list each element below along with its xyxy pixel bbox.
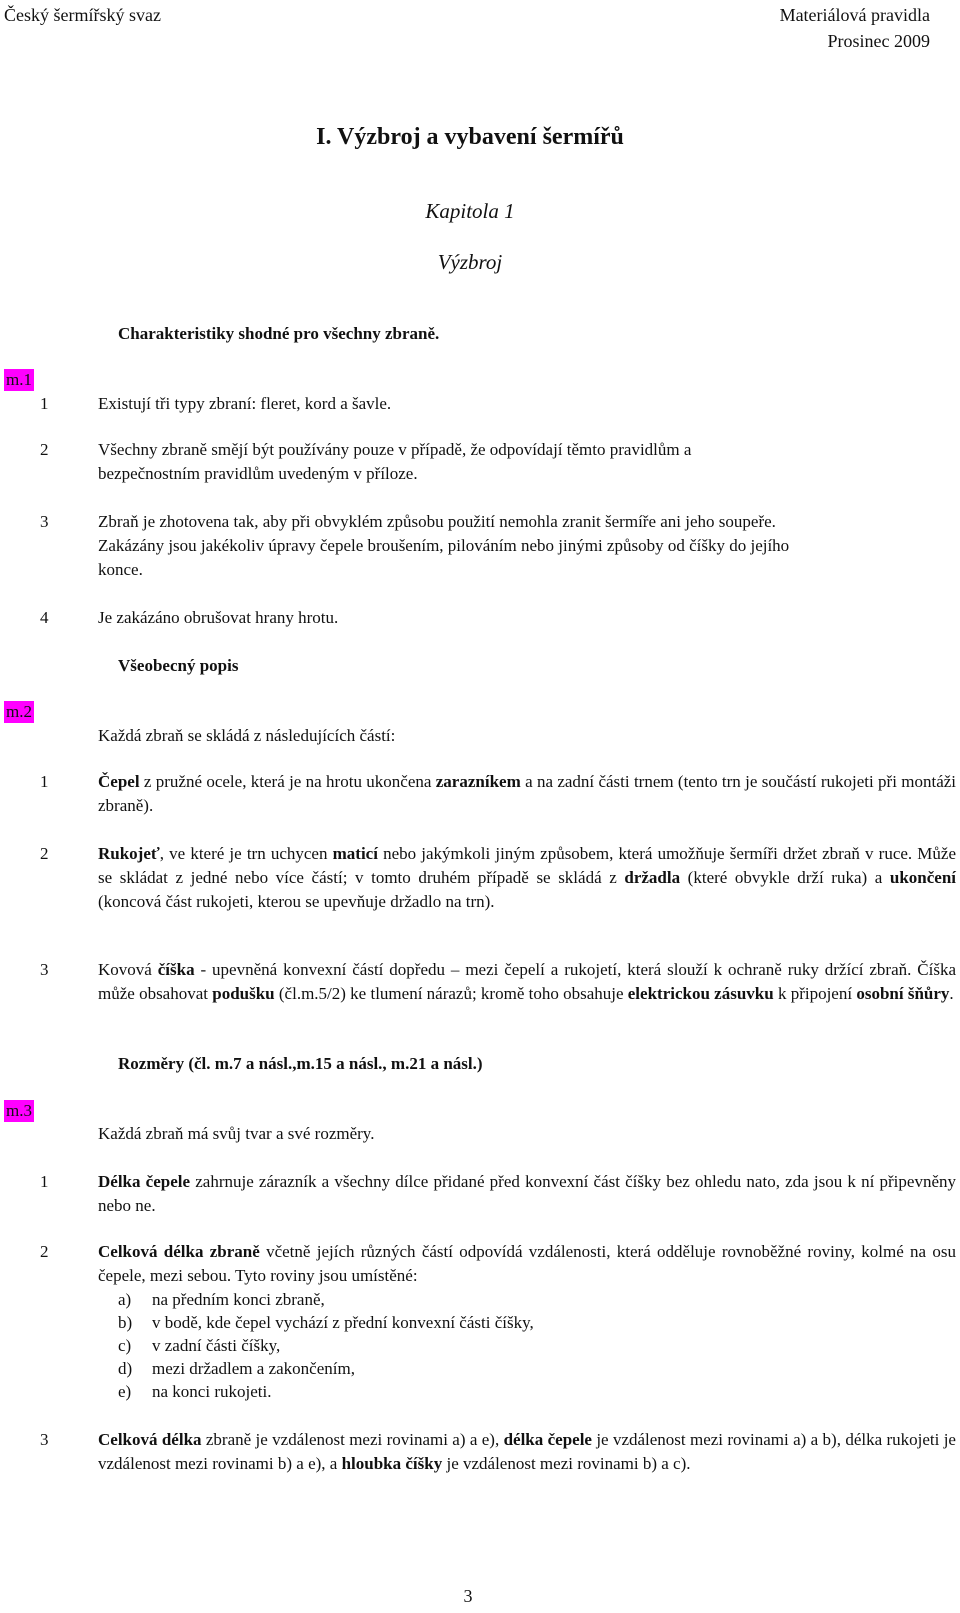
list-text: v zadní části číšky, bbox=[152, 1336, 281, 1355]
text-run: z pružné ocele, která je na hrotu ukončena bbox=[139, 772, 436, 791]
rule-paragraph bbox=[98, 1170, 956, 1218]
plane-list-item bbox=[118, 1288, 325, 1312]
chapter-number: Kapitola 1 bbox=[425, 199, 515, 223]
text-run: nebo jakýmkoli jiným způsobem, která umožňuje šermíři držet zbraň v ruce. Může se skládat z jedné nebo více částí; v tomto druhém případě se skládá z bbox=[98, 844, 957, 887]
list-letter: b) bbox=[118, 1313, 133, 1332]
item-number: 1 bbox=[40, 394, 49, 413]
term: osobní šňůry bbox=[856, 984, 950, 1003]
chapter-name: Výzbroj bbox=[437, 250, 503, 274]
header-org: Český šermířský svaz bbox=[4, 5, 161, 25]
item-number: 1 bbox=[40, 772, 49, 791]
item-number: 1 bbox=[40, 1172, 49, 1191]
term: Celková délka zbraně bbox=[98, 1242, 260, 1261]
term: podušku bbox=[212, 984, 275, 1003]
list-text: na předním konci zbraně, bbox=[152, 1290, 325, 1309]
rule-text-line: Zakázány jsou jakékoliv úpravy čepele broušením, pilováním nebo jinými způsoby od číšky do jejího bbox=[98, 536, 790, 555]
rule-text-line: Zbraň je zhotovena tak, aby při obvyklém způsobu použití nemohla zranit šermíře ani jeho soupeře. bbox=[98, 512, 776, 531]
text-run: k připojení bbox=[773, 984, 857, 1003]
list-letter: a) bbox=[118, 1290, 132, 1309]
text-run: , ve které je trn uchycen bbox=[159, 844, 333, 863]
item-number: 4 bbox=[40, 608, 49, 627]
text-run: je vzdálenost mezi rovinami a) a b), délka rukojeti je vzdálenost mezi rovinami b) a e), a bbox=[98, 1430, 956, 1473]
heading-dimensions: Rozměry (čl. m.7 a násl.,m.15 a násl., m.21 a násl.) bbox=[118, 1054, 483, 1073]
rule-paragraph bbox=[98, 770, 956, 818]
rule-text-line: bezpečnostním pravidlům uvedeným v příloze. bbox=[98, 464, 418, 483]
text-run: . bbox=[949, 984, 954, 1003]
item-number: 2 bbox=[40, 1242, 49, 1261]
item-number: 2 bbox=[40, 440, 49, 459]
item-number: 2 bbox=[40, 844, 49, 863]
plane-list-item bbox=[118, 1357, 355, 1381]
text-run: zahrnuje zárazník a všechny dílce přidané před konvexní část číšky bez ohledu nato, zda jsou k ní připevněny nebo ne. bbox=[98, 1172, 956, 1215]
term: délka čepele bbox=[503, 1430, 592, 1449]
list-text: mezi držadlem a zakončením, bbox=[152, 1359, 355, 1378]
text-run: včetně jejích různých částí odpovídá vzdálenosti, která odděluje rovnoběžné roviny, kolmé na osu čepele, mezi sebou. Tyto roviny jsou umístěné: bbox=[98, 1242, 956, 1285]
term: Čepel bbox=[98, 772, 140, 791]
rule-paragraph bbox=[98, 1428, 956, 1476]
text-run: - upevněná konvexní částí dopředu – mezi čepelí a rukojetí, která slouží k ochraně ruky držící zbraň. Číška může obsahovat bbox=[98, 960, 956, 1003]
text-run: (čl.m.5/2) ke tlumení nárazů; kromě toho obsahuje bbox=[274, 984, 628, 1003]
list-letter: c) bbox=[118, 1336, 132, 1355]
rule-text: Je zakázáno obrušovat hrany hrotu. bbox=[98, 608, 339, 627]
heading-common: Charakteristiky shodné pro všechny zbraně. bbox=[118, 324, 440, 343]
term: číška bbox=[157, 960, 195, 979]
term: Délka čepele bbox=[98, 1172, 191, 1191]
term: Celková délka bbox=[98, 1430, 202, 1449]
text-run: Kovová bbox=[98, 960, 158, 979]
term: hloubka číšky bbox=[341, 1454, 443, 1473]
rule-paragraph bbox=[98, 958, 956, 1006]
header-doc-title: Materiálová pravidla bbox=[779, 5, 930, 25]
rule-intro: Každá zbraň má svůj tvar a své rozměry. bbox=[98, 1124, 375, 1143]
plane-list-item bbox=[118, 1311, 534, 1335]
header-date: Prosinec 2009 bbox=[827, 31, 930, 51]
term: Rukojeť bbox=[98, 844, 160, 863]
term: ukončení bbox=[889, 868, 957, 887]
text-run: je vzdálenost mezi rovinami b) a c). bbox=[442, 1454, 691, 1473]
text-run: (koncová část rukojeti, kterou se upevňuje držadlo na trn). bbox=[98, 892, 495, 911]
page-number: 3 bbox=[463, 1586, 473, 1606]
term: maticí bbox=[332, 844, 378, 863]
text-run: a na zadní části trnem (tento trn je součástí rukojeti při montáži zbraně). bbox=[98, 772, 957, 815]
rule-marker-m2: m.2 bbox=[6, 702, 32, 721]
term: držadla bbox=[624, 868, 681, 887]
term: elektrickou zásuvku bbox=[627, 984, 774, 1003]
list-text: v bodě, kde čepel vychází z přední konvexní části číšky, bbox=[152, 1313, 534, 1332]
term: zarazníkem bbox=[435, 772, 521, 791]
item-number: 3 bbox=[40, 1430, 49, 1449]
rule-marker-m1: m.1 bbox=[6, 370, 32, 389]
heading-general: Všeobecný popis bbox=[118, 656, 239, 675]
text-run: zbraně je vzdálenost mezi rovinami a) a e), bbox=[201, 1430, 504, 1449]
list-text: na konci rukojeti. bbox=[152, 1382, 272, 1401]
rule-text-line: Všechny zbraně smějí být používány pouze v případě, že odpovídají těmto pravidlům a bbox=[98, 440, 692, 459]
rule-text: Existují tři typy zbraní: fleret, kord a šavle. bbox=[98, 394, 392, 413]
plane-list-item bbox=[118, 1334, 280, 1358]
rule-paragraph bbox=[98, 1240, 956, 1288]
rule-intro: Každá zbraň se skládá z následujících částí: bbox=[98, 726, 396, 745]
list-letter: e) bbox=[118, 1382, 132, 1401]
text-run: (které obvykle drží ruka) a bbox=[680, 868, 890, 887]
item-number: 3 bbox=[40, 512, 49, 531]
list-letter: d) bbox=[118, 1359, 133, 1378]
section-title: I. Výzbroj a vybavení šermířů bbox=[316, 124, 624, 150]
plane-list-item bbox=[118, 1380, 271, 1404]
rule-paragraph bbox=[98, 842, 956, 914]
item-number: 3 bbox=[40, 960, 49, 979]
rule-text-line: konce. bbox=[98, 560, 143, 579]
rule-marker-m3: m.3 bbox=[6, 1101, 32, 1120]
